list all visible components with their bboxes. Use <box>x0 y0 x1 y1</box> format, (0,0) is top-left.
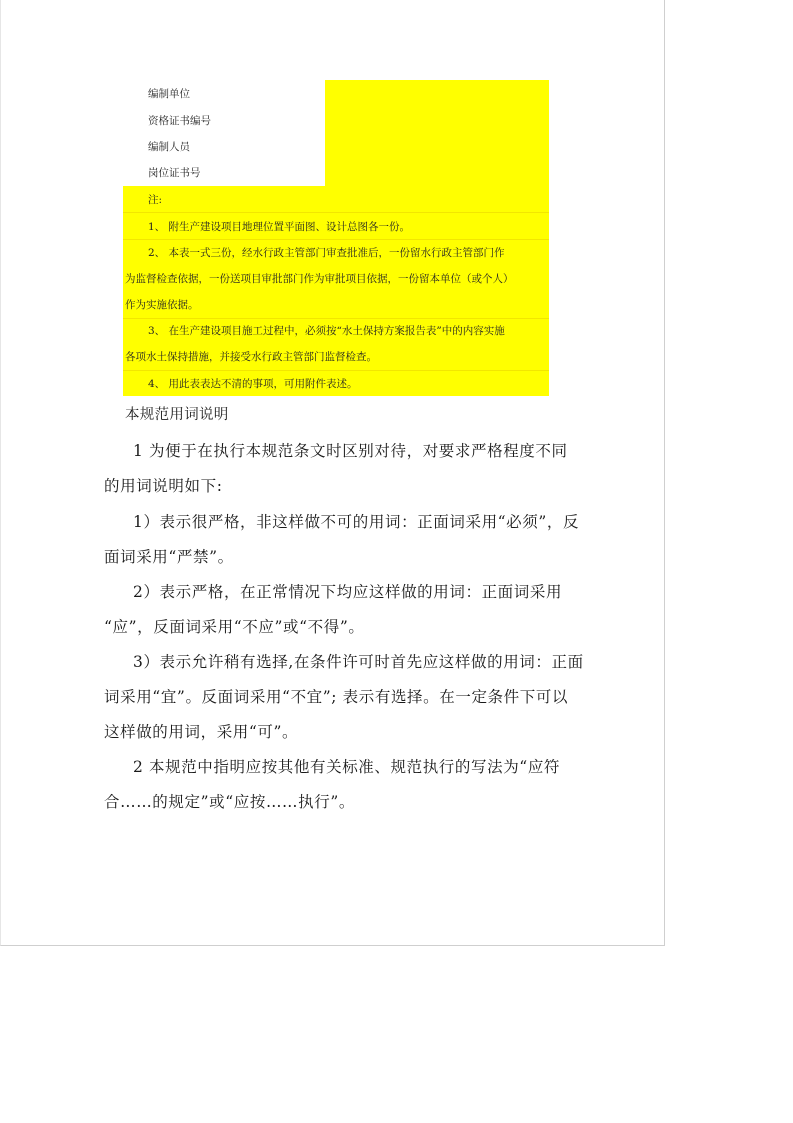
form-label-staff: 编制人员 <box>148 141 190 153</box>
note-item: 2、 本表一式三份，经水行政主管部门审查批准后，一份留水行政主管部门作 <box>148 247 505 259</box>
notes-highlight <box>123 186 549 396</box>
note-item: 1、 附生产建设项目地理位置平面图、设计总图各一份。 <box>148 221 411 233</box>
paragraph-line: 1 为便于在执行本规范条文时区别对待，对要求严格程度不同 <box>133 442 568 460</box>
paragraph-line: 2）表示严格，在正常情况下均应这样做的用词：正面词采用 <box>133 583 563 601</box>
note-item-continuation: 作为实施依据。 <box>125 299 199 311</box>
paragraph-line: 面词采用“严禁”。 <box>104 548 234 566</box>
row-divider <box>123 370 549 371</box>
note-item: 3、 在生产建设项目施工过程中，必须按“水土保持方案报告表”中的内容实施 <box>148 325 505 337</box>
note-item: 4、 用此表表达不清的事项，可用附件表述。 <box>148 378 358 390</box>
paragraph-line: 1）表示很严格，非这样做不可的用词：正面词采用“必须”，反 <box>133 513 580 531</box>
form-label-certificate-number: 资格证书编号 <box>148 115 211 127</box>
note-item-continuation: 为监督检查依据，一份送项目审批部门作为审批项目依据，一份留本单位（或个人） <box>125 273 514 285</box>
form-label-post-certificate: 岗位证书号 <box>148 167 201 179</box>
paragraph-line: 3）表示允许稍有选择,在条件许可时首先应这样做的用词：正面 <box>133 653 584 671</box>
section-title: 本规范用词说明 <box>125 407 229 423</box>
form-value-highlight <box>325 80 549 186</box>
paragraph-line: 词采用“宜”。反面词采用“不宜”; 表示有选择。在一定条件下可以 <box>104 688 569 706</box>
notes-heading: 注: <box>148 194 163 206</box>
row-divider <box>123 318 549 319</box>
paragraph-line: 这样做的用词，采用“可”。 <box>104 723 299 741</box>
paragraph-line: “应”，反面词采用“不应”或“不得”。 <box>104 618 365 636</box>
note-item-continuation: 各项水土保持措施，并接受水行政主管部门监督检查。 <box>125 351 377 363</box>
row-divider <box>123 239 549 240</box>
form-label-unit: 编制单位 <box>148 88 190 100</box>
paragraph-line: 的用词说明如下: <box>104 477 223 495</box>
paragraph-line: 2 本规范中指明应按其他有关标准、规范执行的写法为“应符 <box>133 758 561 776</box>
row-divider <box>123 212 549 213</box>
paragraph-line: 合……的规定”或“应按……执行”。 <box>104 793 355 811</box>
